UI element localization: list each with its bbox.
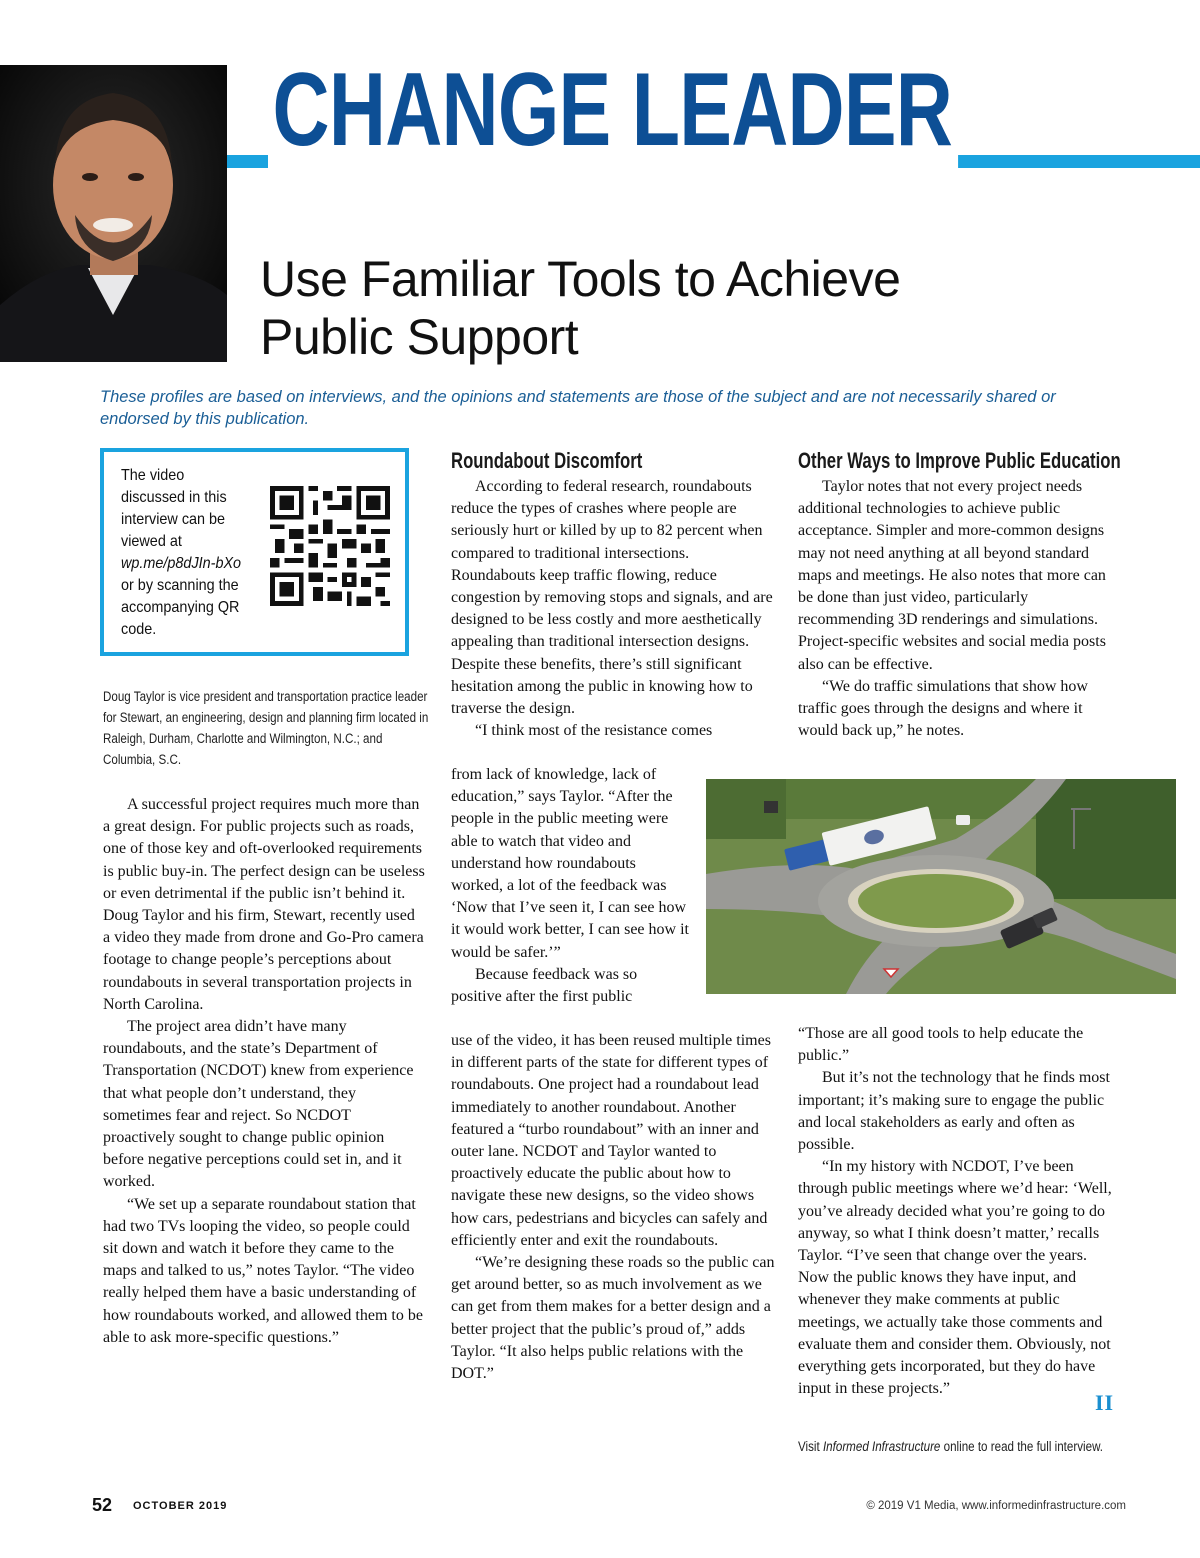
paragraph: “We set up a separate roundabout station that had two TVs looping the video, so people could sit down and watch it before they came to the maps and talked to us,” notes Taylor. “The video really helped them have a basic understanding of how roundabouts worked, and allowed them to be able to ask more-specific questions.” (103, 1195, 423, 1346)
end-mark-icon: II (1095, 1390, 1115, 1415)
publication-name: Informed Infrastructure (822, 1439, 941, 1454)
roundabout-aerial-photo (706, 779, 1176, 994)
qr-code-icon[interactable] (270, 486, 390, 606)
paragraph: A successful project requires much more than a great design. For public projects such as roads, one of those key and oft-overlooked requirements is public buy-in. The perfect design can be useless or even detrimental if the public isn’t behind it. Doug Taylor and his firm, Stewart, recently used a video they made from drone and Go-Pro camera footage to change people’s perceptions about roundabouts in several transportation projects in North Carolina. (103, 796, 425, 1013)
section-heading-roundabout: Roundabout Discomfort (451, 448, 643, 473)
column-3-text-top (798, 476, 1114, 742)
visit-text-before: Visit (798, 1439, 823, 1454)
paragraph: from lack of knowledge, lack of education,” says Taylor. “After the people in the public meeting were able to watch that video and understand how roundabouts worked, a lot of the feedback was ‘Now that I’ve seen it, I can see how it would work better, I can see how it would be safer.’” (451, 766, 689, 961)
paragraph: But it’s not the technology that he finds most important; it’s making sure to engage the public and local stakeholders as early and often as possible. (798, 1069, 1110, 1154)
visit-online-note (798, 1437, 1103, 1457)
video-callout-text (121, 465, 247, 641)
column-3-text-bottom (798, 1023, 1116, 1400)
column-1-text (103, 794, 425, 1349)
page-title: CHANGE LEADER (268, 48, 958, 172)
article-title-line-2: Public Support (260, 309, 579, 365)
paragraph: “I think most of the resistance comes (475, 722, 713, 740)
article-title (260, 250, 960, 366)
paragraph: use of the video, it has been reused multiple times in different parts of the state for different types of roundabouts. One project had a roundabout lead immediately to another roundabout. Another featured a “turbo roundabout” with an inner and outer lane. NCDOT and Taylor wanted to proactively educate the public about how to navigate these new designs, so the video shows how cars, pedestrians and bicycles can safely and efficiently enter and exit the roundabouts. (451, 1032, 771, 1249)
disclaimer: These profiles are based on interviews, and the opinions and statements are those of the subject and are not necessarily shared or endorsed by this publication. (100, 388, 1056, 428)
page-number: 52 (92, 1495, 113, 1515)
section-heading-other-ways: Other Ways to Improve Public Education (798, 448, 1121, 473)
copyright-notice: © 2019 V1 Media, www.informedinfrastructure.com (866, 1500, 1126, 1512)
paragraph: The project area didn’t have many roundabouts, and the state’s Department of Transportation (NCDOT) knew from experience that what people don’t understand, they sometimes fear and reject. So NCDOT proactively sought to change public opinion before negative perceptions could set in, and it worked. (103, 1018, 414, 1191)
column-2-text-top (451, 476, 775, 742)
paragraph: According to federal research, roundabouts reduce the types of crashes where people are seriously hurt or killed by up to 82 percent when compared to traditional intersections. Roundabouts keep traffic flowing, reduce congestion by removing stops and signals, and are designed to be less costly and more aesthetically appealing than traditional intersection designs. Despite these benefits, there’s still significant hesitation among the public in knowing how to traverse the design. (451, 478, 773, 718)
paragraph: Because feedback was so positive after the first public (451, 965, 638, 1006)
paragraph: Taylor notes that not every project needs additional technologies to achieve public acceptance. Simpler and more-common designs may not need anything at all beyond standard maps and meetings. He also notes that more can be done than just video, particularly recommending 3D renderings and simulations. Project-specific websites and social media posts also can be effective. (798, 478, 1106, 673)
paragraph: “Those are all good tools to help educate the public.” (798, 1025, 1084, 1065)
subject-bio: Doug Taylor is vice president and transportation practice leader for Stewart, an engineering, design and planning firm located in Raleigh, Durham, Charlotte and Wilmington, N.C.; and Columbia, S.C. (103, 689, 429, 767)
portrait-photo (0, 65, 227, 362)
paragraph: “We do traffic simulations that show how traffic goes through the designs and where it would back up,” he notes. (798, 677, 1088, 740)
column-2-text-bottom (451, 1030, 775, 1385)
article-title-line-1: Use Familiar Tools to Achieve (260, 251, 901, 307)
video-text-before: The video discussed in this interview can be viewed at (121, 467, 227, 550)
visit-text-after: online to read the full interview. (940, 1439, 1104, 1454)
video-text-after: or by scanning the accompanying QR code. (121, 577, 240, 638)
paragraph: “In my history with NCDOT, I’ve been through public meetings where we’d hear: ‘Well, you’ve already decided what you’re going to do anyway, so what I think doesn’t matter,’ recalls Taylor. “I’ve seen that change over the years. Now the public knows they have input, and whenever they make comments at public meetings, we actually take those comments and evaluate them and consider them. Obviously, not everything gets incorporated, but they do have input in these projects.” (798, 1158, 1112, 1398)
video-url-link[interactable]: wp.me/p8dJIn-bXo (121, 555, 242, 572)
issue-date: OCTOBER 2019 (133, 1500, 228, 1512)
paragraph: “We’re designing these roads so the public can get around better, so as much involvement as we can get from them makes for a better design and a better project that the public’s proud of,” adds Taylor. “It also helps public relations with the DOT.” (451, 1254, 775, 1383)
column-2-text-middle (451, 764, 691, 1008)
